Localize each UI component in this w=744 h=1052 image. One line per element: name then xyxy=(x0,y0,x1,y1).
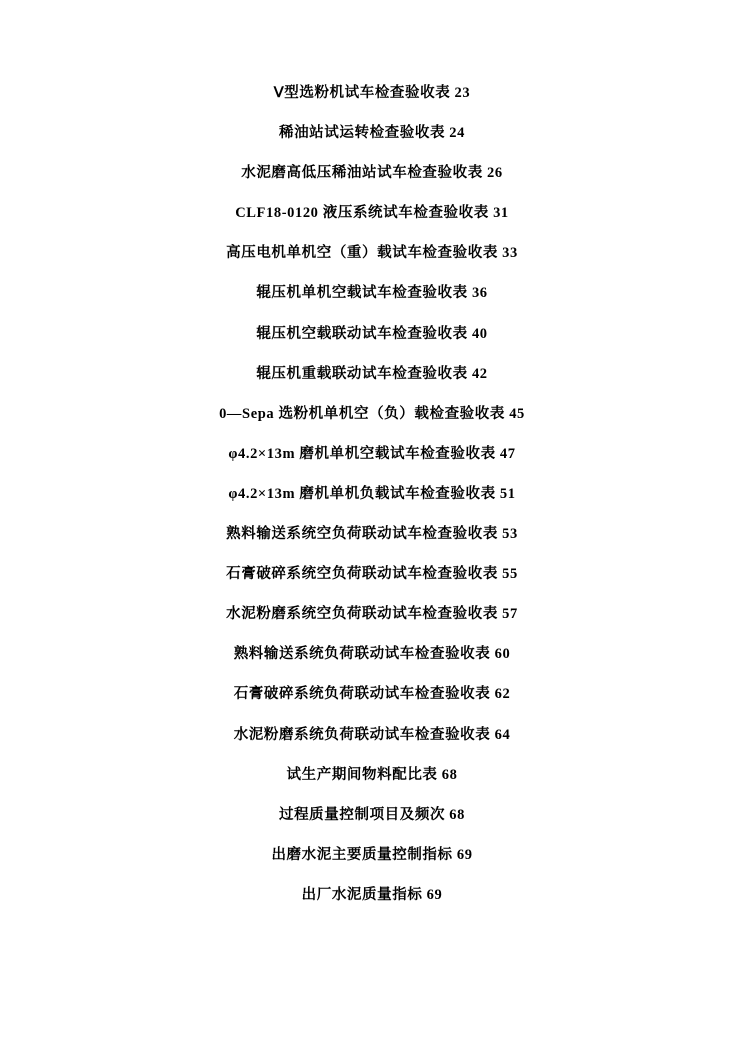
toc-entry: 水泥磨高低压稀油站试车检查验收表 26 xyxy=(241,165,503,182)
toc-entry: 水泥粉磨系统空负荷联动试车检查验收表 57 xyxy=(226,606,518,623)
toc-entry: Ⅴ型选粉机试车检查验收表 23 xyxy=(273,85,471,101)
toc-list xyxy=(0,86,744,928)
toc-entry: 辊压机空载联动试车检查验收表 40 xyxy=(256,325,488,342)
toc-entry: 高压电机单机空（重）载试车检查验收表 33 xyxy=(226,245,518,262)
toc-entry: φ4.2×13m 磨机单机空载试车检查验收表 47 xyxy=(228,445,516,462)
toc-entry: 0—Sepa 选粉机单机空（负）载检查验收表 45 xyxy=(219,405,525,422)
toc-entry: 辊压机重载联动试车检查验收表 42 xyxy=(256,365,488,382)
toc-entry: 试生产期间物料配比表 68 xyxy=(286,766,458,783)
toc-entry: 稀油站试运转检查验收表 24 xyxy=(278,125,466,142)
toc-entry: 辊压机单机空载试车检查验收表 36 xyxy=(256,285,488,302)
toc-entry: 过程质量控制项目及频次 68 xyxy=(278,806,466,823)
toc-entry: 出磨水泥主要质量控制指标 69 xyxy=(271,846,473,863)
toc-entry: 石膏破碎系统负荷联动试车检查验收表 62 xyxy=(233,686,511,703)
toc-entry: CLF18-0120 液压系统试车检查验收表 31 xyxy=(235,205,509,222)
toc-entry: 熟料输送系统空负荷联动试车检查验收表 53 xyxy=(226,526,518,543)
toc-entry: 水泥粉磨系统负荷联动试车检查验收表 64 xyxy=(233,726,511,743)
toc-entry: 熟料输送系统负荷联动试车检查验收表 60 xyxy=(233,646,511,663)
toc-entry: 石膏破碎系统空负荷联动试车检查验收表 55 xyxy=(226,566,518,583)
toc-entry: 出厂水泥质量指标 69 xyxy=(301,886,443,903)
toc-entry: φ4.2×13m 磨机单机负载试车检查验收表 51 xyxy=(228,485,516,502)
